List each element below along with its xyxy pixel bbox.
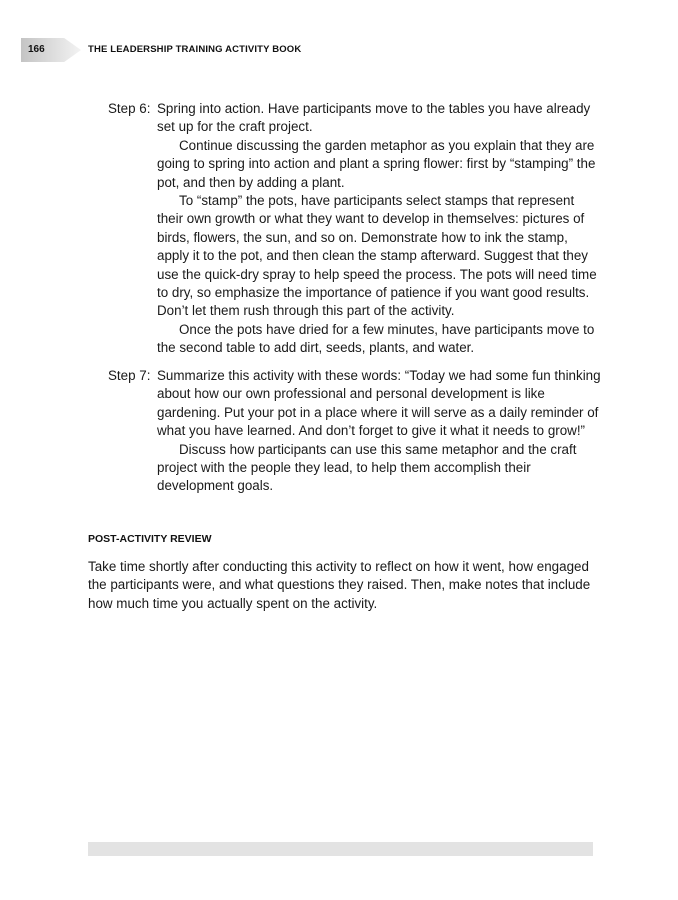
step-label: Step 7: <box>108 368 151 383</box>
running-title: THE LEADERSHIP TRAINING ACTIVITY BOOK <box>88 44 302 55</box>
step-7 <box>108 367 602 496</box>
step-paragraph: Continue discussing the garden metaphor as you explain that they are going to spring into action and plant a spring flower: first by “stamping” the pot, and then by adding a plant. <box>157 137 596 190</box>
step-paragraph: Once the pots have dried for a few minutes, have participants move to the second table to add dirt, seeds, plants, and water. <box>157 321 595 356</box>
step-body <box>157 367 602 496</box>
step-paragraph: Summarize this activity with these words: “Today we had some fun thinking about how our own professional and personal development is like gardening. Put your pot in a place where it will serve as a daily reminder of what you have learned. And don’t forget to give it what it needs to grow!” <box>157 368 601 439</box>
step-paragraph: To “stamp” the pots, have participants select stamps that represent their own growth or what they want to develop in themselves: pictures of birds, flowers, the sun, and so on. Demonstrate how to ink the stamp, apply it to the pot, and then clean the stamp afterward. Suggest that they use the quick-dry spray to help speed the process. The pots will need time to dry, so emphasize the importance of patience if you want good results. Don’t let them rush through this part of the activity. <box>157 193 597 319</box>
step-paragraph: Spring into action. Have participants move to the tables you have already set up for the craft project. <box>157 101 591 135</box>
review-paragraph: Take time shortly after conducting this activity to reflect on how it went, how engaged the participants were, and what questions they raised. Then, make notes that include how much time you actually spent on the activity. <box>88 559 591 611</box>
review-body <box>88 558 598 613</box>
section-heading: POST-ACTIVITY REVIEW <box>88 533 212 545</box>
step-paragraph: Discuss how participants can use this same metaphor and the craft project with the people they lead, to help them accomplish their development goals. <box>157 441 577 494</box>
step-6 <box>108 100 602 358</box>
step-body <box>157 100 602 358</box>
page-number: 166 <box>28 44 45 55</box>
step-label: Step 6: <box>108 101 151 116</box>
footer-bar <box>88 842 593 856</box>
